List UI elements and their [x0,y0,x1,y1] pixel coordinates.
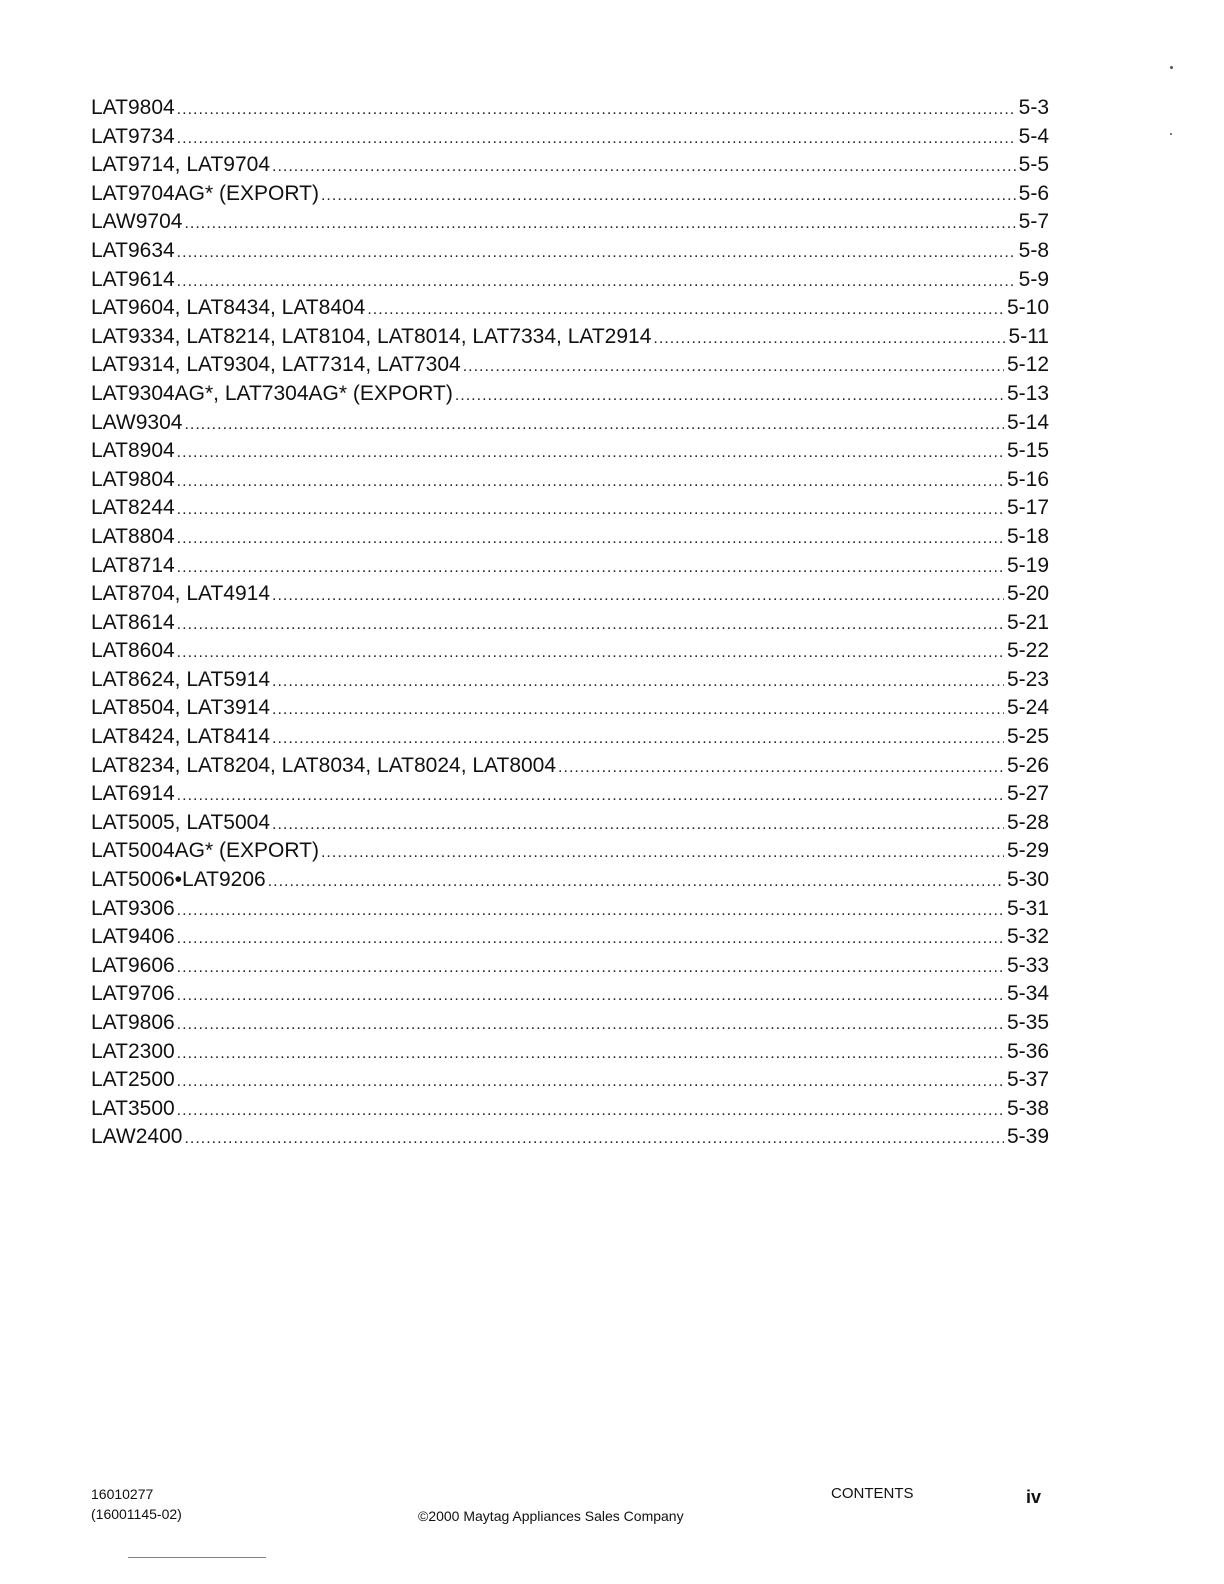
toc-entry-page: 5-12 [1006,353,1049,377]
toc-entry-page: 5-39 [1006,1125,1049,1149]
toc-dot-leader [177,496,1004,525]
toc-entry-page: 5-23 [1006,667,1049,691]
toc-entry-page: 5-29 [1006,839,1049,863]
toc-entry-model: LAT9706 [91,982,175,1006]
toc-entry-model: LAT5006•LAT9206 [91,868,266,892]
toc-entry [91,923,1049,952]
toc-entry-page: 5-13 [1006,381,1049,405]
toc-dot-leader [177,639,1004,668]
toc-entry-page: 5-36 [1006,1039,1049,1063]
toc-dot-leader [653,325,1005,354]
toc-entry-page: 5-16 [1006,467,1049,491]
toc-entry-model: LAT8714 [91,553,175,577]
toc-dot-leader [184,210,1015,239]
toc-entry [91,780,1049,809]
toc-entry [91,380,1049,409]
toc-entry-page: 5-5 [1018,153,1049,177]
toc-entry [91,1009,1049,1038]
toc-entry [91,123,1049,152]
toc-dot-leader [177,96,1016,125]
toc-dot-leader [177,1097,1004,1126]
toc-entry-page: 5-32 [1006,925,1049,949]
toc-dot-leader [272,696,1004,725]
toc-entry [91,895,1049,924]
toc-entry-page: 5-8 [1018,238,1049,262]
toc-dot-leader [272,668,1004,697]
toc-entry-model: LAT8604 [91,639,175,663]
toc-entry-page: 5-24 [1006,696,1049,720]
toc-entry-model: LAT9604, LAT8434, LAT8404 [91,296,366,320]
toc-dot-leader [177,239,1016,268]
toc-entry-page: 5-4 [1018,124,1049,148]
toc-entry-model: LAT9314, LAT9304, LAT7314, LAT7304 [91,353,461,377]
toc-dot-leader [455,382,1004,411]
toc-entry [91,952,1049,981]
toc-entry [91,151,1049,180]
toc-dot-leader [321,839,1004,868]
toc-entry-page: 5-9 [1018,267,1049,291]
toc-dot-leader [177,525,1004,554]
toc-entry-model: LAT9304AG*, LAT7304AG* (EXPORT) [91,381,453,405]
toc-dot-leader [272,153,1016,182]
toc-entry-model: LAT8244 [91,496,175,520]
toc-dot-leader [367,296,1004,325]
toc-dot-leader [177,982,1004,1011]
toc-dot-leader [177,1011,1004,1040]
toc-dot-leader [177,1068,1004,1097]
toc-dot-leader [321,182,1016,211]
toc-entry-model: LAT8704, LAT4914 [91,582,271,606]
toc-entry [91,980,1049,1009]
toc-entry [91,180,1049,209]
toc-entry-page: 5-34 [1006,982,1049,1006]
toc-entry [91,266,1049,295]
toc-entry [91,294,1049,323]
toc-dot-leader [177,954,1004,983]
toc-entry-model: LAT9804 [91,467,175,491]
toc-entry [91,1038,1049,1067]
document-number: 16010277 [91,1486,154,1502]
toc-entry-model: LAW9304 [91,410,183,434]
toc-entry-model: LAT9606 [91,953,175,977]
toc-dot-leader [272,811,1004,840]
footer-copyright: ©2000 Maytag Appliances Sales Company [418,1508,684,1524]
toc-entry-page: 5-19 [1006,553,1049,577]
toc-entry-model: LAT9734 [91,124,175,148]
toc-entry-model: LAT9334, LAT8214, LAT8104, LAT8014, LAT7334, LAT2914 [91,324,652,348]
scan-speck [1170,66,1173,69]
toc-entry [91,580,1049,609]
toc-entry-model: LAT8904 [91,439,175,463]
toc-entry [91,351,1049,380]
toc-entry [91,409,1049,438]
toc-dot-leader [177,268,1016,297]
toc-dot-leader [177,611,1004,640]
toc-entry [91,494,1049,523]
toc-entry [91,466,1049,495]
toc-entry [91,323,1049,352]
toc-entry-page: 5-7 [1018,210,1049,234]
toc-entry [91,1095,1049,1124]
toc-entry-page: 5-25 [1006,725,1049,749]
toc-entry-page: 5-35 [1006,1011,1049,1034]
toc-entry [91,208,1049,237]
toc-entry-page: 5-28 [1006,810,1049,834]
toc-entry [91,837,1049,866]
toc-entry-page: 5-11 [1008,324,1049,348]
toc-entry-model: LAT9634 [91,238,175,262]
footer-page-number: iv [1026,1487,1042,1507]
scan-speck [1170,133,1172,135]
toc-entry-model: LAT2500 [91,1068,175,1092]
toc-entry-page: 5-26 [1006,753,1049,777]
toc-entry-page: 5-30 [1006,868,1049,892]
toc-dot-leader [558,754,1004,783]
toc-entry [91,752,1049,781]
toc-entry [91,809,1049,838]
toc-entry-page: 5-22 [1006,639,1049,663]
toc-entry [91,1066,1049,1095]
toc-dot-leader [177,897,1004,926]
toc-entry-page: 5-27 [1006,782,1049,806]
toc-dot-leader [184,411,1004,440]
toc-dot-leader [177,554,1004,583]
toc-entry-page: 5-6 [1018,181,1049,205]
toc-dot-leader [272,725,1004,754]
toc-entry [91,437,1049,466]
toc-entry-page: 5-15 [1006,439,1049,463]
toc-entry-model: LAT8804 [91,524,175,548]
toc-entry-page: 5-31 [1006,896,1049,920]
toc-entry-page: 5-17 [1006,496,1049,520]
toc-entry [91,723,1049,752]
toc-entry-page: 5-20 [1006,582,1049,606]
toc-dot-leader [272,582,1004,611]
toc-entry [91,1123,1049,1152]
toc-entry-model: LAT8504, LAT3914 [91,696,271,720]
toc-entry-model: LAT9704AG* (EXPORT) [91,181,319,205]
toc-entry-page: 5-33 [1006,953,1049,977]
toc-entry [91,523,1049,552]
toc-entry [91,609,1049,638]
toc-entry [91,666,1049,695]
toc-dot-leader [463,353,1004,382]
toc-entry-model: LAT9614 [91,267,175,291]
toc-entry [91,637,1049,666]
toc-entry-page: 5-10 [1006,296,1049,320]
toc-dot-leader [184,1125,1004,1154]
toc-entry-model: LAT9714, LAT9704 [91,153,271,177]
toc-entry-model: LAT8234, LAT8204, LAT8034, LAT8024, LAT8004 [91,753,557,777]
toc-dot-leader [268,868,1004,897]
toc-entry-model: LAT9306 [91,896,175,920]
toc-entry-model: LAT9806 [91,1011,175,1034]
toc-dot-leader [177,439,1004,468]
toc-entry-model: LAT9804 [91,96,175,119]
document-number-alt: (16001145-02) [91,1506,182,1522]
toc-dot-leader [177,125,1016,154]
toc-entry-model: LAW2400 [91,1125,183,1149]
toc-entry-page: 5-38 [1006,1096,1049,1120]
toc-entry [91,552,1049,581]
toc-entry [91,94,1049,123]
toc-entry [91,237,1049,266]
toc-entry-model: LAT8624, LAT5914 [91,667,271,691]
toc-entry-model: LAT6914 [91,782,175,806]
toc-entry-model: LAT8614 [91,610,175,634]
toc-entry-page: 5-21 [1006,610,1049,634]
toc-entry [91,866,1049,895]
footer-section-title: CONTENTS [831,1485,914,1502]
scan-artifact-line [128,1557,266,1558]
toc-entry-model: LAT5004AG* (EXPORT) [91,839,319,863]
footer-document-number [91,1484,182,1524]
toc-dot-leader [177,782,1004,811]
toc-entry-model: LAT9406 [91,925,175,949]
toc-entry-page: 5-3 [1018,96,1049,119]
toc-entry-model: LAT5005, LAT5004 [91,810,271,834]
toc-entry-model: LAT2300 [91,1039,175,1063]
toc-dot-leader [177,925,1004,954]
toc-entry-model: LAT8424, LAT8414 [91,725,271,749]
toc-entry [91,694,1049,723]
toc-dot-leader [177,468,1004,497]
toc-entry-page: 5-14 [1006,410,1049,434]
table-of-contents [91,94,1049,1152]
toc-dot-leader [177,1040,1004,1069]
toc-entry-page: 5-18 [1006,524,1049,548]
toc-entry-model: LAT3500 [91,1096,175,1120]
toc-entry-model: LAW9704 [91,210,183,234]
toc-entry-page: 5-37 [1006,1068,1049,1092]
